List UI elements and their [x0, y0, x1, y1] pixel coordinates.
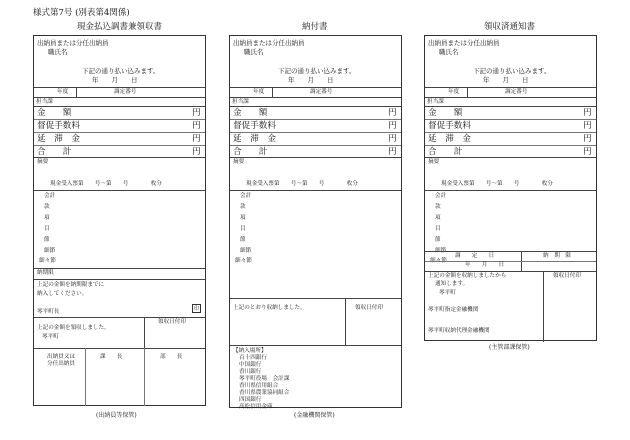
budget-clause: 節 — [44, 237, 50, 243]
late-fee-label: 延 滞 金 — [37, 134, 80, 144]
late-fee-unit: 円 — [388, 134, 397, 144]
bank-7: 四国銀行 — [239, 397, 262, 403]
received-date-stamp: 領収日付印 — [158, 319, 186, 325]
bank-5: 香川県信用組合 — [239, 383, 279, 389]
instruction-text: 下記の通り払い込みます。 — [473, 67, 551, 75]
bank-1: 百十四銀行 — [239, 355, 267, 361]
budget-section: 款 — [240, 204, 246, 210]
officer-line-2: 職氏名 — [439, 48, 459, 56]
adjust-date-value: 年 月 日 — [465, 262, 505, 268]
instruction-text: 下記の通り払い込みます。 — [82, 67, 160, 75]
amount-unit: 円 — [192, 108, 201, 118]
late-fee-unit: 円 — [583, 134, 592, 144]
fee-unit: 円 — [388, 121, 397, 131]
remarks-label: 摘要 — [428, 159, 440, 165]
title-receipt-notice: 領収済通知書 — [484, 22, 536, 32]
budget-subclause: 細節 — [240, 248, 252, 254]
payment-place-title: 【納入場所】 — [233, 348, 267, 354]
bank-2: 中国銀行 — [239, 362, 262, 368]
officer-col-1: 出納員又は — [47, 354, 75, 360]
budget-subclause: 細節 — [44, 248, 56, 254]
collected-text: 上記のとおり収納しました。 — [233, 305, 306, 311]
budget-item: 項 — [44, 215, 50, 221]
amount-label: 金 額 — [428, 108, 463, 118]
total-label: 合 計 — [37, 147, 72, 157]
dept-label: 担当課 — [232, 99, 249, 105]
total-label: 合 計 — [428, 147, 463, 157]
received-town: 琴平町 — [42, 334, 59, 340]
footer-payment-receipt: (出納員等保管) — [96, 412, 137, 419]
fiscal-year-label: 年度 — [57, 89, 69, 95]
notice-town: 琴平町 — [439, 290, 456, 296]
budget-subsubclause: 細々節 — [430, 258, 447, 264]
officer-line-2: 職氏名 — [244, 48, 264, 56]
deadline-notice-2: 納入してください。 — [37, 291, 88, 297]
date-line: 年 月 日 — [288, 76, 334, 84]
fee-unit: 円 — [192, 121, 201, 131]
budget-clause: 節 — [435, 237, 441, 243]
form-payment-receipt — [33, 35, 206, 406]
remarks-label: 摘要 — [37, 159, 49, 165]
received-date-stamp: 領収日付印 — [553, 273, 581, 279]
notice-text-1: 上記の金額を収納しましたから — [428, 273, 507, 279]
agent-bank: 琴平町収納代理金融機関 — [428, 328, 490, 334]
dept-label: 担当課 — [427, 99, 444, 105]
budget-section: 款 — [435, 204, 441, 210]
footer-receipt-notice: (主管部課保管) — [489, 344, 530, 351]
date-line: 年 月 日 — [483, 76, 529, 84]
officer-line-1: 出納員または分任出納員 — [233, 39, 305, 47]
dept-label: 担当課 — [36, 99, 53, 105]
late-fee-label: 延 滞 金 — [233, 134, 276, 144]
form-receipt-notice — [424, 35, 597, 341]
total-unit: 円 — [388, 147, 397, 157]
late-fee-label: 延 滞 金 — [428, 134, 471, 144]
received-date-stamp: 領収日付印 — [355, 305, 383, 311]
budget-account: 会計 — [240, 193, 252, 199]
instruction-text: 下記の通り払い込みます。 — [278, 67, 356, 75]
budget-subclause: 細節 — [435, 248, 447, 254]
fee-label: 督促手数料 — [233, 121, 276, 131]
bank-8: 高松信用金庫 — [239, 404, 273, 410]
total-label: 合 計 — [233, 147, 268, 157]
officer-line-2: 職氏名 — [48, 48, 68, 56]
ref-number-label: 調定番号 — [310, 89, 333, 95]
bank-6: 香川県農業協同組合 — [239, 390, 290, 396]
budget-item: 項 — [435, 215, 441, 221]
title-payment-slip: 納付書 — [302, 22, 328, 32]
fee-label: 督促手数料 — [37, 121, 80, 131]
officer-col-2: 分任出納員 — [47, 361, 75, 367]
officer-line-1: 出納員または分任出納員 — [428, 39, 500, 47]
amount-label: 金 額 — [37, 108, 72, 118]
budget-account: 会計 — [435, 193, 447, 199]
designated-bank: 琴平町指定金融機関 — [428, 307, 479, 313]
budget-account: 会計 — [44, 193, 56, 199]
amount-label: 金 額 — [233, 108, 268, 118]
budget-clause: 節 — [240, 237, 246, 243]
date-line: 年 月 日 — [92, 76, 138, 84]
total-unit: 円 — [583, 147, 592, 157]
notice-text-2: 通知します。 — [435, 281, 469, 287]
budget-subsubclause: 細々節 — [235, 258, 252, 264]
remarks-label: 摘要 — [233, 159, 245, 165]
adjust-date-label: 調 定 日 — [455, 253, 495, 259]
cash-receipt-range: 現金受入票第 号～第 号 枚分 — [441, 181, 553, 187]
bank-3: 香川銀行 — [239, 369, 262, 375]
footer-payment-slip: (金融機関保管) — [294, 412, 335, 419]
total-unit: 円 — [192, 147, 201, 157]
cash-receipt-range: 現金受入票第 号～第 号 枚分 — [50, 181, 162, 187]
payment-due-label: 納 期 限 — [543, 253, 571, 259]
cash-receipt-range: 現金受入票第 号～第 号 枚分 — [246, 181, 358, 187]
seal-mark: 印 — [193, 306, 199, 312]
form-payment-slip — [229, 35, 402, 408]
department-chief: 部 長 — [160, 354, 183, 360]
officer-line-1: 出納員または分任出納員 — [37, 39, 109, 47]
town-mayor: 琴平町長 — [37, 309, 60, 315]
bank-4: 琴平町役場 会計課 — [239, 376, 290, 382]
budget-section: 款 — [44, 204, 50, 210]
budget-subitem: 目 — [240, 226, 246, 232]
budget-subitem: 目 — [435, 226, 441, 232]
budget-subsubclause: 細々節 — [39, 258, 56, 264]
fee-unit: 円 — [583, 121, 592, 131]
fee-label: 督促手数料 — [428, 121, 471, 131]
ref-number-label: 調定番号 — [505, 89, 528, 95]
title-payment-receipt: 現金払込調書兼領収書 — [77, 22, 163, 32]
late-fee-unit: 円 — [192, 134, 201, 144]
ref-number-label: 調定番号 — [114, 89, 137, 95]
form-number-label: 様式第7号 (別表第4関係) — [33, 8, 130, 18]
budget-item: 項 — [240, 215, 246, 221]
amount-unit: 円 — [388, 108, 397, 118]
fiscal-year-label: 年度 — [253, 89, 265, 95]
budget-subitem: 目 — [44, 226, 50, 232]
amount-unit: 円 — [583, 108, 592, 118]
section-chief: 課 長 — [100, 354, 123, 360]
deadline-notice-1: 上記の金額を納期限までに — [37, 282, 105, 288]
received-text: 上記の金額を領収しました。 — [37, 325, 110, 331]
fiscal-year-label: 年度 — [448, 89, 460, 95]
deadline-label: 納期限 — [37, 270, 54, 276]
